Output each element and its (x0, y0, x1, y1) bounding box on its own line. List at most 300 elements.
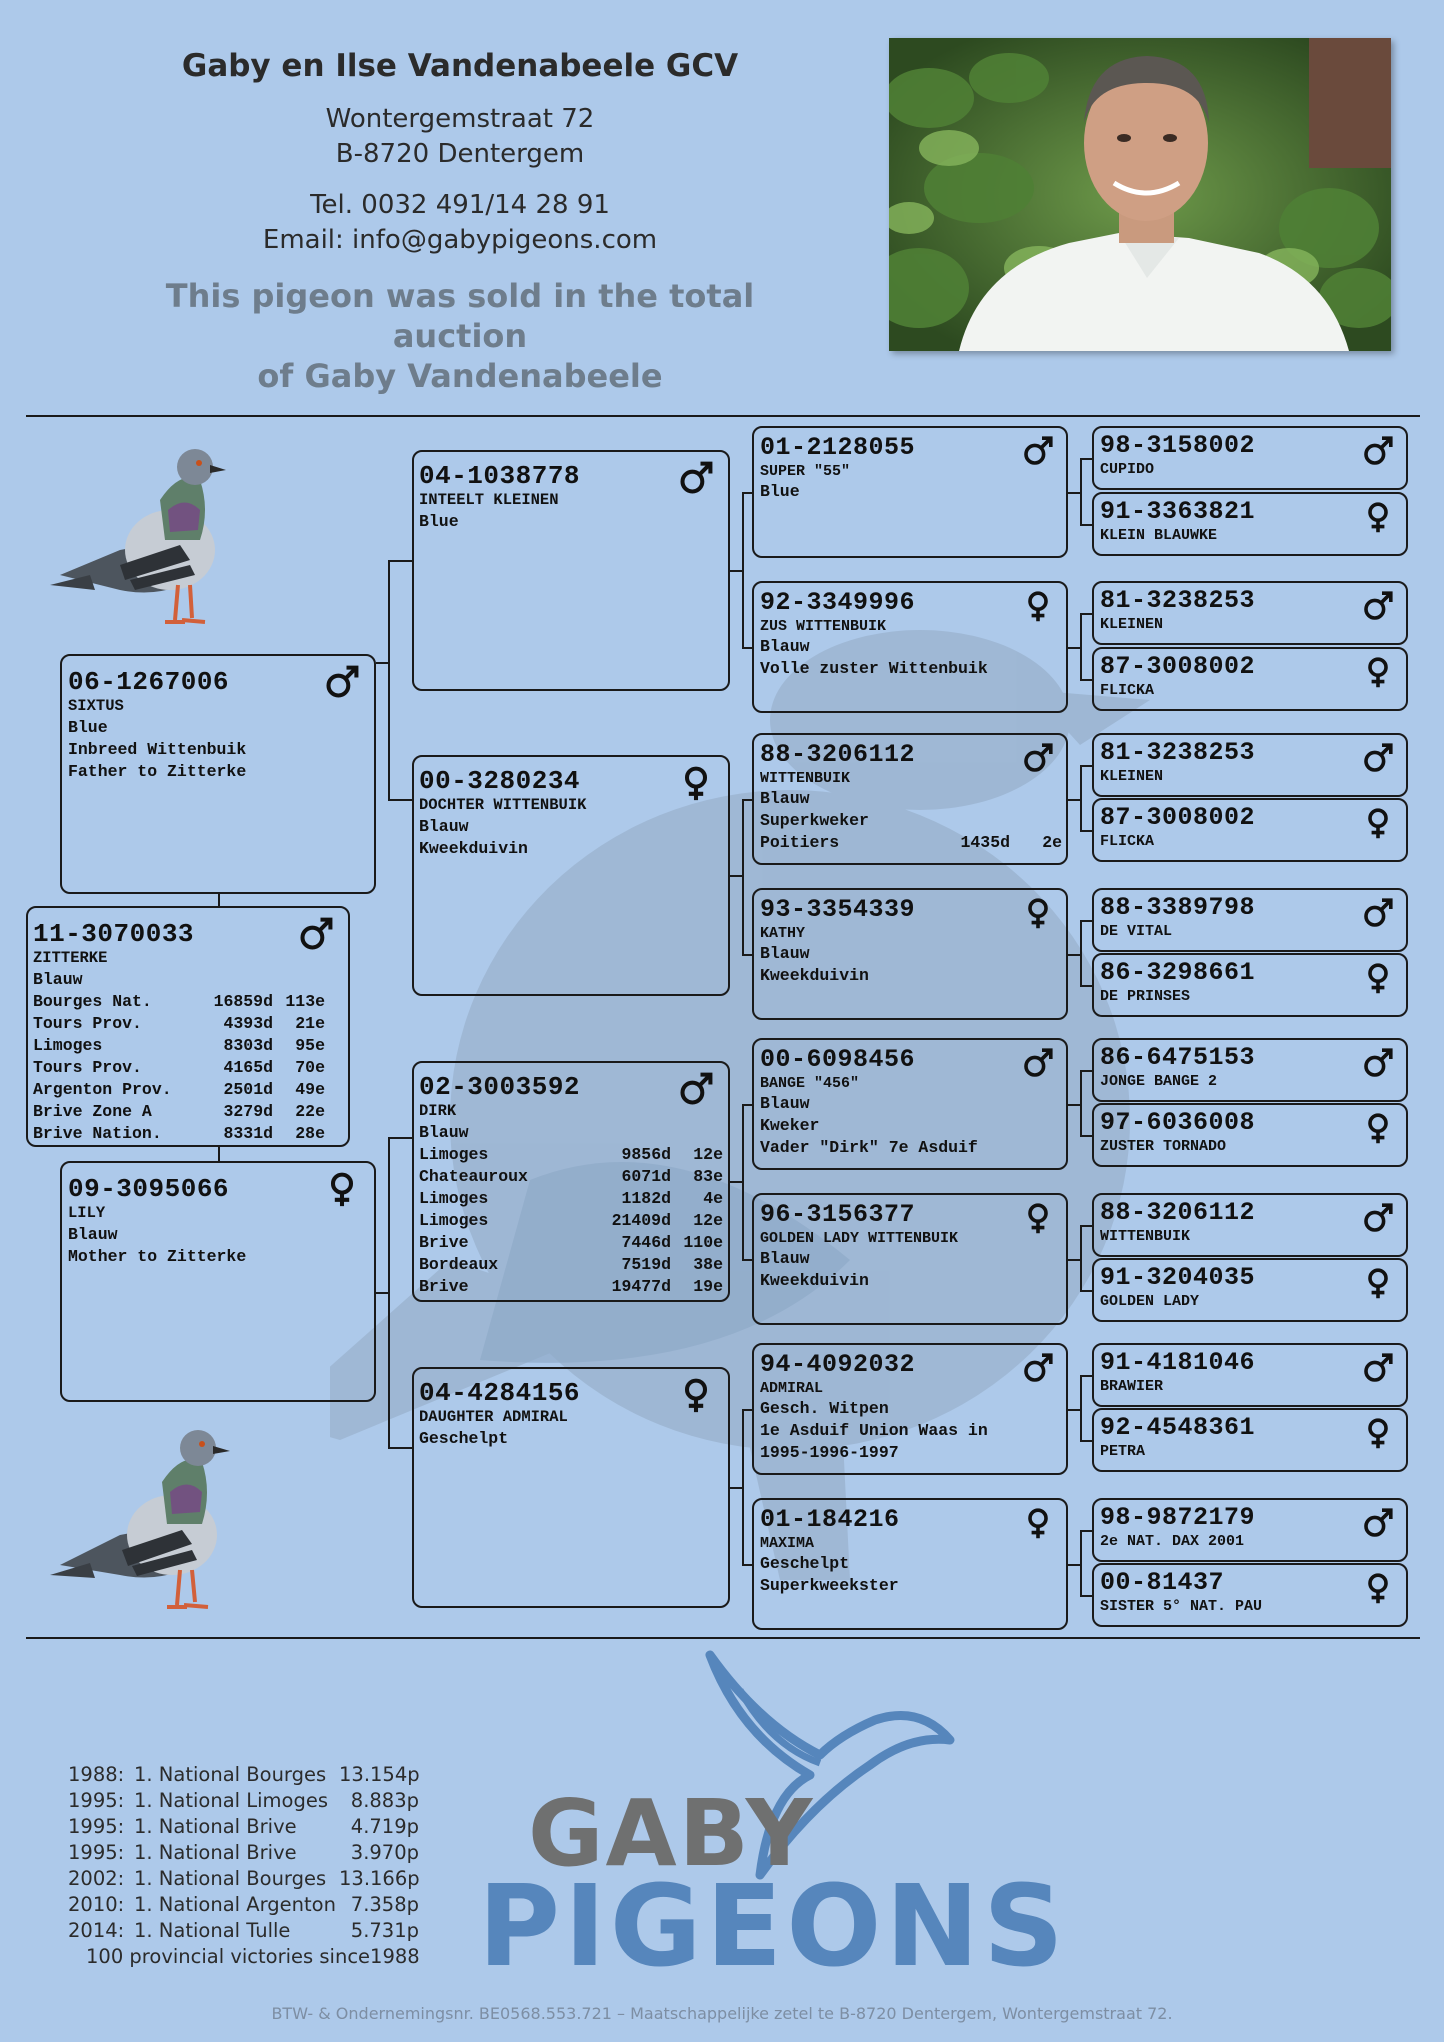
connector (1068, 954, 1080, 956)
auction-note (100, 276, 820, 396)
ring-number: 97-6036008 (1100, 1108, 1256, 1137)
connector (742, 1564, 752, 1566)
connector (1080, 920, 1092, 922)
bird-info: Kweker (760, 1116, 820, 1135)
pedigree-card[interactable] (1092, 1038, 1408, 1102)
pedigree-card[interactable] (1092, 1408, 1408, 1472)
email-address: Email: info@gabypigeons.com (262, 225, 658, 255)
pedigree-card[interactable] (1092, 1193, 1408, 1257)
bird-info: Volle zuster Wittenbuik (760, 659, 988, 678)
auction-note-line2: of Gaby Vandenabeele (257, 357, 663, 395)
race-distance: 7446d (621, 1233, 671, 1252)
bird-info: Blauw (760, 944, 810, 963)
achievement-points: 5.731p (350, 1919, 419, 1942)
address-street: Wontergemstraat 72 (325, 104, 595, 134)
pedigree-card[interactable] (412, 450, 730, 691)
bird-info: Blue (68, 718, 108, 737)
ring-number: 04-1038778 (419, 461, 581, 491)
ring-number: 00-3280234 (419, 766, 581, 796)
connector (742, 1259, 752, 1261)
pedigree-card[interactable] (752, 888, 1068, 1020)
race-distance: 9856d (621, 1145, 671, 1164)
bird-name: ZUS WITTENBUIK (760, 618, 887, 635)
connector (742, 954, 752, 956)
connector (388, 560, 412, 562)
ring-number: 96-3156377 (760, 1200, 916, 1229)
bird-name: SISTER 5° NAT. PAU (1100, 1598, 1263, 1615)
pedigree-card[interactable] (412, 755, 730, 996)
pedigree-card[interactable] (752, 581, 1068, 713)
connector (1080, 985, 1092, 987)
connector (218, 894, 220, 906)
pedigree-card[interactable] (752, 733, 1068, 865)
connector (1080, 1595, 1092, 1597)
race-name: Poitiers (760, 833, 840, 852)
mars-icon (1362, 895, 1394, 931)
venus-icon (1362, 654, 1394, 690)
ring-number: 01-184216 (760, 1505, 900, 1534)
race-result (33, 1079, 325, 1101)
achievements-note: 100 provincial victories since1988 (86, 1945, 420, 1968)
ring-number: 81-3238253 (1100, 586, 1256, 615)
venus-icon (1022, 1505, 1054, 1541)
bird-info: Blauw (419, 1123, 469, 1142)
connector (1068, 1564, 1080, 1566)
venus-icon (678, 1375, 714, 1415)
company-footer: BTW- & Ondernemingsnr. BE0568.553.721 – Maatschappelijke zetel te B-8720 Dentergem, Wontergemstraat 72. (271, 2004, 1173, 2023)
connector (730, 875, 742, 877)
achievement-row (68, 1866, 420, 1892)
bird-info: Blauw (760, 1094, 810, 1113)
logo-text-gaby: GABY (528, 1780, 815, 1887)
ring-number: 87-3008002 (1100, 803, 1256, 832)
achievement-year: 1995: (68, 1815, 125, 1838)
race-name: Brive (419, 1233, 469, 1252)
connector (742, 1104, 752, 1106)
bird-name: DIRK (419, 1102, 457, 1120)
connector (1080, 1375, 1082, 1440)
connector (742, 799, 752, 801)
connector (1080, 1290, 1092, 1292)
connector (1080, 1135, 1092, 1137)
race-distance: 19477d (611, 1277, 671, 1296)
race-distance: 4393d (223, 1014, 273, 1033)
bird-name: FLICKA (1100, 682, 1155, 699)
connector (1080, 524, 1092, 526)
ring-number: 81-3238253 (1100, 738, 1256, 767)
connector (1068, 492, 1080, 494)
race-distance: 8331d (223, 1124, 273, 1143)
connector (742, 1409, 744, 1564)
pedigree-card[interactable] (1092, 1103, 1408, 1167)
race-result (33, 1101, 325, 1123)
race-rank: 21e (295, 1014, 325, 1033)
connector (1080, 830, 1092, 832)
pedigree-card[interactable] (1092, 1258, 1408, 1322)
mars-icon (1362, 1200, 1394, 1236)
venus-icon (1362, 805, 1394, 841)
connector (1080, 613, 1092, 615)
hen-pigeon-icon (50, 1420, 240, 1615)
race-result (419, 1254, 723, 1276)
sire-card[interactable] (60, 654, 376, 894)
pedigree-card[interactable] (1092, 426, 1408, 490)
bird-name: MAXIMA (760, 1535, 815, 1552)
race-name: Brive Nation. (33, 1124, 162, 1143)
mars-icon (1022, 433, 1054, 469)
bird-name: ZITTERKE (33, 949, 108, 967)
race-result (419, 1188, 723, 1210)
race-result (419, 1210, 723, 1232)
achievement-row (68, 1762, 420, 1788)
ring-number: 09-3095066 (68, 1174, 230, 1204)
mars-icon (298, 914, 334, 954)
pedigree-card[interactable] (1092, 888, 1408, 952)
phone-number: Tel. 0032 491/14 28 91 (310, 190, 610, 220)
achievements-list (68, 1762, 420, 1970)
bird-info: Blauw (760, 637, 810, 656)
race-rank: 12e (693, 1211, 723, 1230)
race-result (419, 1166, 723, 1188)
ring-number: 91-4181046 (1100, 1348, 1256, 1377)
ring-number: 11-3070033 (33, 919, 195, 949)
ring-number: 91-3204035 (1100, 1263, 1256, 1292)
connector (1080, 1530, 1082, 1595)
connector (218, 1147, 220, 1161)
achievement-points: 8.883p (350, 1789, 419, 1812)
connector (1068, 1409, 1080, 1411)
ring-number: 00-81437 (1100, 1568, 1225, 1597)
connector (1080, 1440, 1092, 1442)
connector (1080, 765, 1082, 830)
bird-name: SIXTUS (68, 697, 124, 715)
venus-icon (1362, 1415, 1394, 1451)
race-rank: 38e (693, 1255, 723, 1274)
connector (1080, 1225, 1092, 1227)
connector (1080, 920, 1082, 985)
race-distance: 1435d (960, 833, 1010, 852)
ring-number: 06-1267006 (68, 667, 230, 697)
connector (388, 1447, 412, 1449)
mars-icon (1022, 1045, 1054, 1081)
bird-name: LILY (68, 1204, 106, 1222)
bird-info: Superkweekster (760, 1576, 899, 1595)
race-name: Brive Zone A (33, 1102, 152, 1121)
pedigree-card[interactable] (1092, 492, 1408, 556)
race-distance: 21409d (611, 1211, 671, 1230)
bird-name: KATHY (760, 925, 806, 942)
race-result (33, 1013, 325, 1035)
mars-icon (1022, 740, 1054, 776)
venus-icon (1022, 1200, 1054, 1236)
achievement-year: 1988: (68, 1763, 125, 1786)
race-name: Brive (419, 1277, 469, 1296)
bird-info: Gesch. Witpen (760, 1399, 889, 1418)
bird-name: GOLDEN LADY WITTENBUIK (760, 1230, 959, 1247)
pedigree-card[interactable] (752, 426, 1068, 558)
achievement-points: 13.166p (339, 1867, 420, 1890)
venus-icon (1022, 588, 1054, 624)
race-result (33, 1123, 325, 1145)
connector (1080, 1070, 1082, 1135)
bird-info: Vader "Dirk" 7e Asduif (760, 1138, 978, 1157)
connector (1080, 1070, 1092, 1072)
bird-info: Blauw (760, 789, 810, 808)
bird-info: Kweekduivin (760, 1271, 869, 1290)
race-result (33, 991, 325, 1013)
connector (742, 492, 752, 494)
race-rank: 2e (1042, 833, 1062, 852)
pedigree-card[interactable] (1092, 798, 1408, 862)
mars-icon (1362, 1350, 1394, 1386)
bird-name: DE VITAL (1100, 923, 1173, 940)
achievement-points: 4.719p (350, 1815, 419, 1838)
race-name: Limoges (33, 1036, 103, 1055)
race-result (33, 1035, 325, 1057)
connector (376, 1292, 388, 1294)
bird-info: Kweekduivin (760, 966, 869, 985)
top-divider (26, 415, 1420, 417)
connector (1068, 647, 1080, 649)
bird-name: KLEIN BLAUWKE (1100, 527, 1218, 544)
venus-icon (1362, 960, 1394, 996)
address-city: B-8720 Dentergem (335, 139, 585, 169)
achievement-year: 2002: (68, 1867, 125, 1890)
pedigree-card[interactable] (752, 1038, 1068, 1170)
achievement-row (68, 1918, 420, 1944)
race-name: Tours Prov. (33, 1058, 142, 1077)
bird-name: KLEINEN (1100, 768, 1164, 785)
bird-info: Superkweker (760, 811, 869, 830)
race-distance: 4165d (223, 1058, 273, 1077)
connector (730, 1181, 742, 1183)
connector (1068, 799, 1080, 801)
race-rank: 83e (693, 1167, 723, 1186)
race-name: Chateauroux (419, 1167, 528, 1186)
achievement-points: 13.154p (339, 1763, 420, 1786)
connector (742, 799, 744, 954)
ring-number: 00-6098456 (760, 1045, 916, 1074)
race-distance: 8303d (223, 1036, 273, 1055)
venus-icon (324, 1169, 360, 1209)
ring-number: 86-6475153 (1100, 1043, 1256, 1072)
bird-name: PETRA (1100, 1443, 1146, 1460)
pedigree-card[interactable] (1092, 647, 1408, 711)
ring-number: 91-3363821 (1100, 497, 1256, 526)
bird-info: Blauw (33, 970, 83, 989)
race-name: Tours Prov. (33, 1014, 142, 1033)
owner-portrait-photo (889, 38, 1391, 351)
achievement-row (68, 1814, 420, 1840)
pedigree-card[interactable] (412, 1367, 730, 1608)
race-name: Bordeaux (419, 1255, 499, 1274)
achievement-year: 1995: (68, 1789, 125, 1812)
bird-name: WITTENBUIK (1100, 1228, 1191, 1245)
race-name: Limoges (419, 1211, 489, 1230)
ring-number: 92-4548361 (1100, 1413, 1256, 1442)
bird-name: GOLDEN LADY (1100, 1293, 1200, 1310)
mars-icon (1362, 588, 1394, 624)
race-distance: 1182d (621, 1189, 671, 1208)
race-rank: 4e (703, 1189, 723, 1208)
race-distance: 7519d (621, 1255, 671, 1274)
connector (1080, 1225, 1082, 1290)
achievement-race: 1. National Tulle (134, 1919, 291, 1942)
bird-info: Blue (760, 482, 800, 501)
race-rank: 22e (295, 1102, 325, 1121)
achievement-points: 3.970p (350, 1841, 419, 1864)
race-result (419, 1144, 723, 1166)
pedigree-card[interactable] (1092, 1563, 1408, 1627)
ring-number: 92-3349996 (760, 588, 916, 617)
achievement-row (68, 1892, 420, 1918)
achievement-year: 1995: (68, 1841, 125, 1864)
bird-name: BANGE "456" (760, 1075, 860, 1092)
venus-icon (678, 763, 714, 803)
race-rank: 95e (295, 1036, 325, 1055)
bird-info: Mother to Zitterke (68, 1247, 247, 1266)
bird-name: CUPIDO (1100, 461, 1155, 478)
ring-number: 04-4284156 (419, 1378, 581, 1408)
ring-number: 98-3158002 (1100, 431, 1256, 460)
connector (742, 1104, 744, 1259)
mars-icon (678, 1069, 714, 1109)
bird-name: ADMIRAL (760, 1380, 824, 1397)
ring-number: 94-4092032 (760, 1350, 916, 1379)
race-name: Limoges (419, 1189, 489, 1208)
mars-icon (1362, 1045, 1394, 1081)
bird-name: 2e NAT. DAX 2001 (1100, 1533, 1245, 1550)
ring-number: 93-3354339 (760, 895, 916, 924)
logo-text-pigeons: PIGEONS (478, 1862, 1068, 1992)
address (130, 102, 790, 172)
bird-info: Father to Zitterke (68, 762, 247, 781)
mars-icon (678, 458, 714, 498)
bird-name: SUPER "55" (760, 463, 851, 480)
achievement-row (68, 1788, 420, 1814)
connector (1080, 613, 1082, 679)
connector (388, 560, 390, 800)
owner-name: Gaby en Ilse Vandenabeele GCV (181, 48, 739, 84)
race-name: Bourges Nat. (33, 992, 152, 1011)
ring-number: 02-3003592 (419, 1072, 581, 1102)
bird-info: Blauw (68, 1225, 118, 1244)
achievement-year: 2010: (68, 1893, 125, 1916)
race-distance: 6071d (621, 1167, 671, 1186)
connector (388, 799, 412, 801)
race-distance: 3279d (223, 1102, 273, 1121)
race-rank: 110e (683, 1233, 723, 1252)
bird-info: Geschelpt (419, 1429, 509, 1448)
bird-name: DAUGHTER ADMIRAL (419, 1408, 568, 1426)
race-rank: 113e (285, 992, 325, 1011)
connector (376, 662, 388, 664)
race-result (760, 832, 1062, 854)
bird-name: BRAWIER (1100, 1378, 1164, 1395)
bird-info: Geschelpt (760, 1554, 850, 1573)
connector (1080, 765, 1092, 767)
pedigree-card[interactable] (752, 1498, 1068, 1630)
pedigree-card[interactable] (1092, 953, 1408, 1017)
bird-info: 1995-1996-1997 (760, 1443, 899, 1462)
connector (1068, 1104, 1080, 1106)
venus-icon (1022, 895, 1054, 931)
ring-number: 98-9872179 (1100, 1503, 1256, 1532)
race-rank: 28e (295, 1124, 325, 1143)
auction-note-line1: This pigeon was sold in the total auction (165, 277, 755, 355)
ring-number: 88-3206112 (760, 740, 916, 769)
bird-name: DOCHTER WITTENBUIK (419, 796, 587, 814)
pedigree-card[interactable] (1092, 733, 1408, 797)
race-name: Limoges (419, 1145, 489, 1164)
bird-info: Blue (419, 512, 459, 531)
bird-name: FLICKA (1100, 833, 1155, 850)
bird-name: JONGE BANGE 2 (1100, 1073, 1218, 1090)
race-rank: 70e (295, 1058, 325, 1077)
connector (388, 1137, 390, 1448)
race-result (33, 1057, 325, 1079)
ring-number: 88-3206112 (1100, 1198, 1256, 1227)
bird-name: INTEELT KLEINEN (419, 491, 559, 509)
connector (388, 1137, 412, 1139)
achievement-race: 1. National Brive (134, 1815, 297, 1838)
pedigree-card[interactable] (412, 1061, 730, 1302)
cock-pigeon-icon (50, 440, 230, 635)
connector (730, 570, 742, 572)
dam-card[interactable] (60, 1161, 376, 1402)
race-result (419, 1276, 723, 1298)
achievement-race: 1. National Limoges (134, 1789, 329, 1812)
bird-name: KLEINEN (1100, 616, 1164, 633)
achievement-year: 2014: (68, 1919, 125, 1942)
connector (742, 1409, 752, 1411)
bird-info: Inbreed Wittenbuik (68, 740, 247, 759)
bird-name: DE PRINSES (1100, 988, 1191, 1005)
race-rank: 49e (295, 1080, 325, 1099)
pedigree-card[interactable] (752, 1343, 1068, 1475)
bird-info: 1e Asduif Union Waas in (760, 1421, 988, 1440)
connector (1080, 1530, 1092, 1532)
bird-info: Blauw (419, 817, 469, 836)
connector (742, 492, 744, 647)
connector (1080, 1375, 1092, 1377)
achievement-race: 1. National Bourges (134, 1867, 327, 1890)
achievement-race: 1. National Bourges (134, 1763, 327, 1786)
achievement-row (68, 1840, 420, 1866)
venus-icon (1362, 499, 1394, 535)
bird-name: ZUSTER TORNADO (1100, 1138, 1227, 1155)
pedigree-card[interactable] (752, 1193, 1068, 1325)
mars-icon (1362, 1505, 1394, 1541)
subject-card[interactable] (26, 906, 350, 1147)
pedigree-card[interactable] (1092, 581, 1408, 645)
pedigree-card[interactable] (1092, 1343, 1408, 1407)
mars-icon (324, 662, 360, 702)
race-name: Argenton Prov. (33, 1080, 172, 1099)
connector (730, 1487, 742, 1489)
connector (1080, 458, 1082, 524)
venus-icon (1362, 1110, 1394, 1146)
race-rank: 12e (693, 1145, 723, 1164)
mars-icon (1362, 740, 1394, 776)
mars-icon (1022, 1350, 1054, 1386)
ring-number: 01-2128055 (760, 433, 916, 462)
venus-icon (1362, 1265, 1394, 1301)
pedigree-card[interactable] (1092, 1498, 1408, 1562)
mars-icon (1362, 433, 1394, 469)
bird-info: Blauw (760, 1249, 810, 1268)
connector (742, 647, 752, 649)
